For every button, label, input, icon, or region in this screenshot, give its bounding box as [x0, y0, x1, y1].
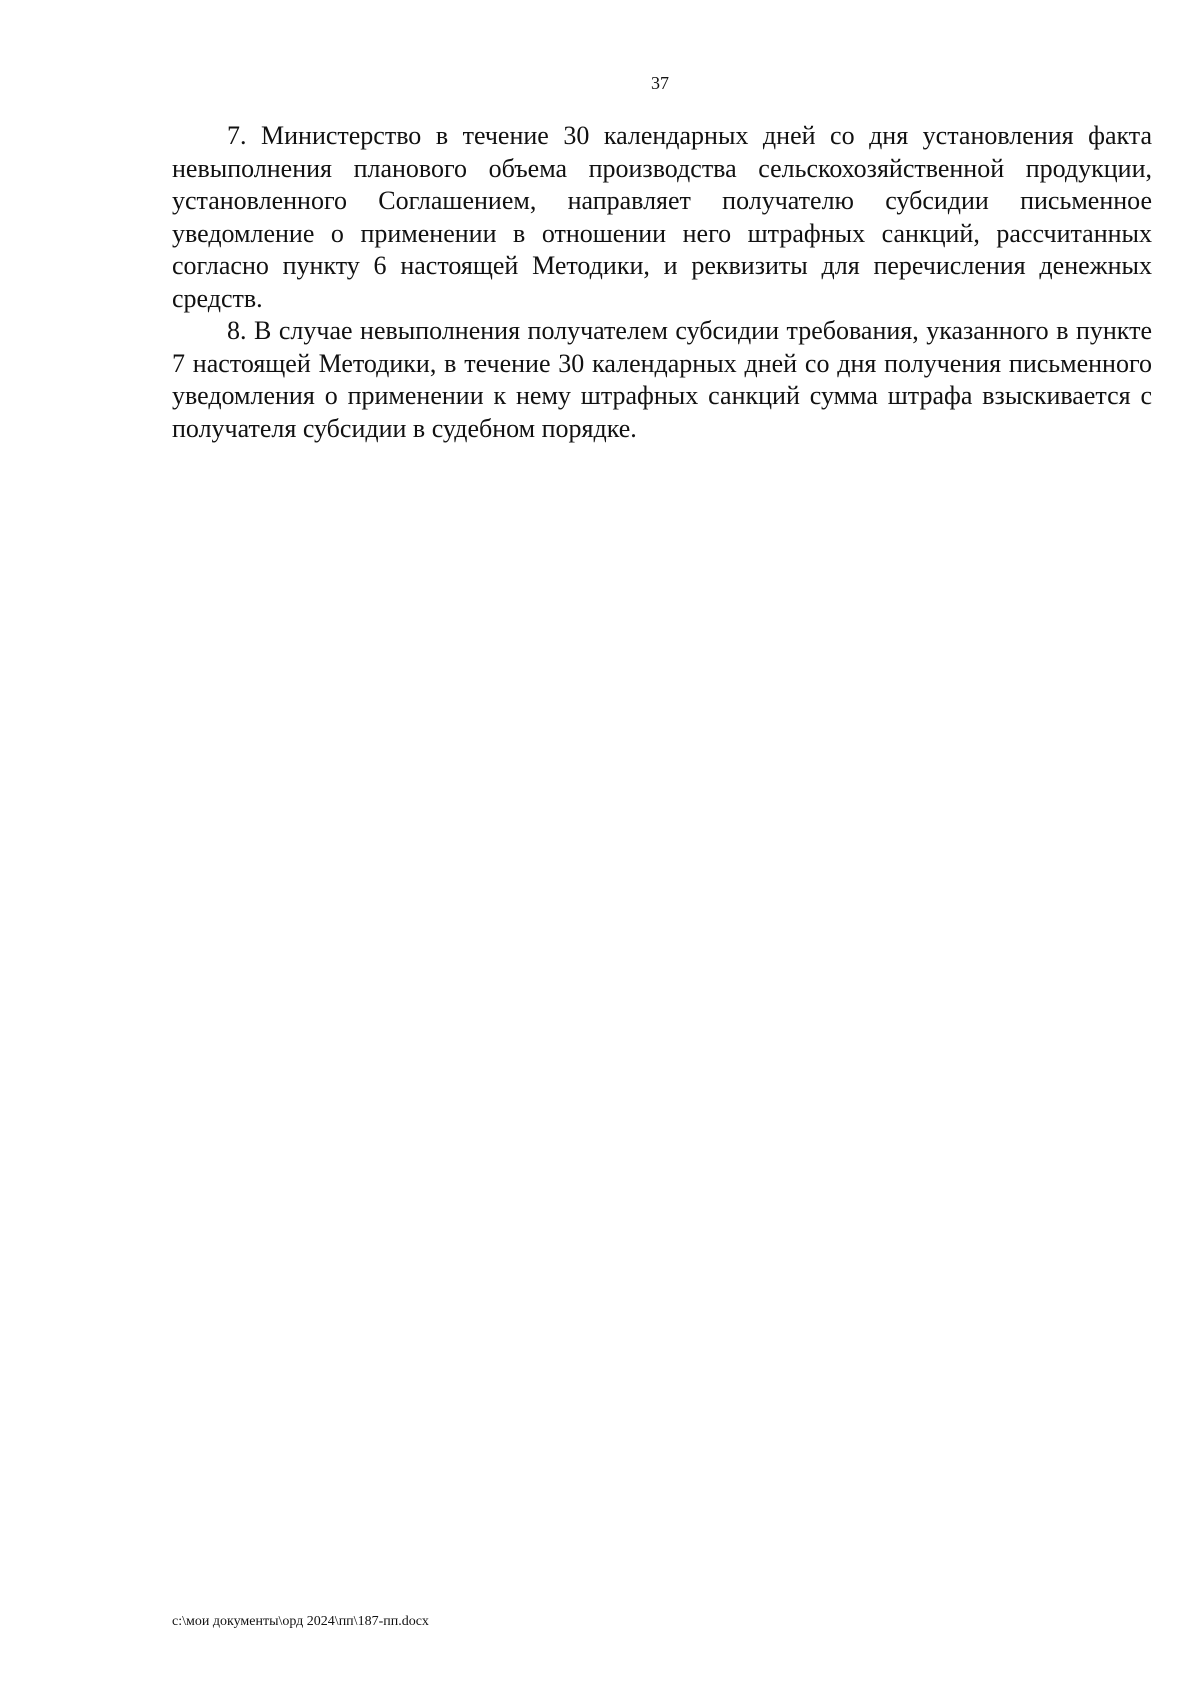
- footer-file-path: с:\мои документы\орд 2024\пп\187-пп.docx: [172, 1614, 429, 1629]
- document-body: [172, 120, 1152, 445]
- paragraph-7: 7. Министерство в течение 30 календарных дней со дня установления факта невыполнения планового объема производства сельскохозяйственной продукции, установленного Соглашением, направляет получателю субсидии письменное уведомление о применении в отношении него штрафных санкций, рассчитанных согласно пункту 6 настоящей Методики, и реквизиты для перечисления денежных средств.: [172, 121, 1152, 313]
- page-number: 37: [651, 73, 669, 93]
- paragraph-8: 8. В случае невыполнения получателем субсидии требования, указанного в пункте 7 настоящей Методики, в течение 30 календарных дней со дня получения письменного уведомления о применении к нему штрафных санкций сумма штрафа взыскивается с получателя субсидии в судебном порядке.: [172, 316, 1152, 443]
